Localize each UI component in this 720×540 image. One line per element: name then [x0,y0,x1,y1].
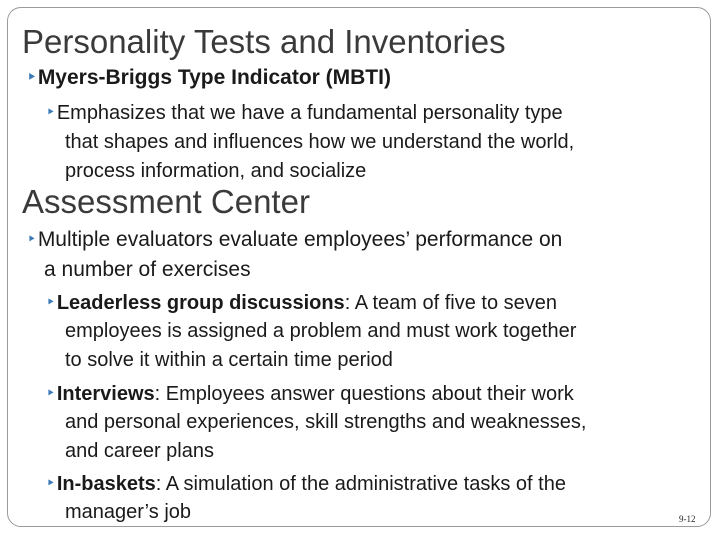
bullet-arrow-icon: ⯈ [46,388,55,400]
exercise-leaderless-line-3: to solve it within a certain time period [65,349,393,371]
exercise-term: Leaderless group discussions [56,292,345,314]
section-title-personality-tests: Personality Tests and Inventories [22,23,506,60]
mbti-description-line-3: process information, and socialize [65,160,367,182]
mbti-label: Myers-Briggs Type Indicator (MBTI) [37,66,391,89]
bullet-arrow-icon: ⯈ [46,107,55,119]
exercise-inbaskets-line-1: ⯈ In-baskets: A simulation of the administrative tasks of the [46,473,566,495]
section-title-assessment-center: Assessment Center [22,183,310,220]
assessment-center-item-line-2: a number of exercises [44,258,251,281]
assessment-center-item-line-1: ⯈Multiple evaluators evaluate employees’ performance on [27,228,563,251]
exercise-leaderless-line-2: employees is assigned a problem and must work together [65,320,577,342]
exercise-inbaskets-line-2: manager’s job [65,501,192,523]
bullet-arrow-icon: ⯈ [46,478,55,490]
bullet-arrow-icon: ⯈ [27,234,36,246]
bullet-arrow-icon: ⯈ [46,297,55,309]
exercise-interviews-line-1: ⯈ Interviews: Employees answer questions about their work [46,383,574,405]
exercise-interviews-line-2: and personal experiences, skill strengths and weaknesses, [65,411,587,433]
page-number: 9-12 [679,514,696,524]
exercise-term: Interviews [56,383,155,405]
bullet-arrow-icon: ⯈ [27,72,36,84]
mbti-description-line-1: ⯈ Emphasizes that we have a fundamental personality type [46,102,563,124]
exercise-term: In-baskets [56,473,156,495]
exercise-interviews-line-3: and career plans [65,440,214,462]
bullet-mbti [27,66,391,90]
exercise-leaderless-line-1: ⯈ Leaderless group discussions: A team of five to seven [46,292,558,314]
mbti-description-line-2: that shapes and influences how we understand the world, [65,131,575,153]
